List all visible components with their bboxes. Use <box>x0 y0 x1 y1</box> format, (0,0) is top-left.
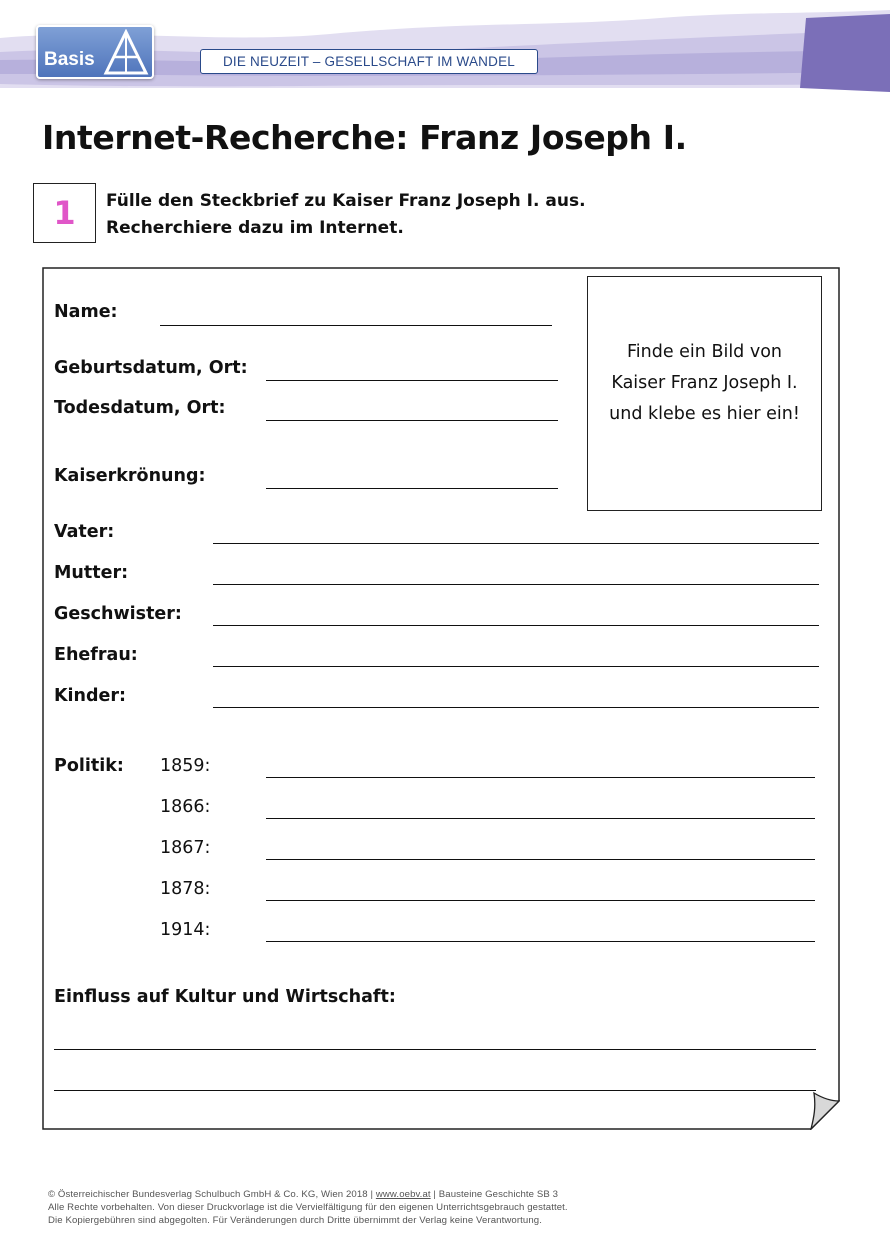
death-label: Todesdatum, Ort: <box>54 398 226 418</box>
coronation-label: Kaiserkrönung: <box>54 466 206 486</box>
photo-placeholder[interactable] <box>587 276 822 511</box>
page-title: Internet-Recherche: Franz Joseph I. <box>42 118 687 157</box>
copyright-footer <box>48 1188 568 1227</box>
publisher-logo <box>36 25 154 79</box>
influence-field-2[interactable] <box>54 1090 816 1091</box>
name-label: Name: <box>54 302 118 322</box>
footer-line: Alle Rechte vorbehalten. Von dieser Druckvorlage ist die Vervielfältigung für den eigenen Unterrichtsgebrauch gestattet. <box>48 1202 568 1213</box>
footer-line: Die Kopiergebühren sind abgegolten. Für Veränderungen durch Dritte übernimmt der Verlag keine Verantwortung. <box>48 1215 542 1226</box>
wife-label: Ehefrau: <box>54 645 138 665</box>
influence-field-1[interactable] <box>54 1049 816 1050</box>
father-field[interactable] <box>213 543 819 544</box>
series-title: DIE NEUZEIT – GESELLSCHAFT IM WANDEL <box>200 49 538 74</box>
children-label: Kinder: <box>54 686 127 706</box>
photo-hint-line: Finde ein Bild von <box>626 342 783 362</box>
name-field[interactable] <box>160 325 552 326</box>
triangle-logo-icon <box>102 29 150 77</box>
politics-year-1914: 1914: <box>160 920 211 940</box>
coronation-field[interactable] <box>266 488 558 489</box>
politics-year-1866: 1866: <box>160 797 211 817</box>
publisher-link[interactable]: www.oebv.at <box>375 1189 431 1200</box>
task-instructions <box>106 188 586 242</box>
photo-hint-line: Kaiser Franz Joseph I. <box>611 373 798 393</box>
politics-year-1878: 1878: <box>160 879 211 899</box>
siblings-field[interactable] <box>213 625 819 626</box>
task-number: 1 <box>33 183 96 243</box>
task-line: Fülle den Steckbrief zu Kaiser Franz Joseph I. aus. <box>106 191 586 211</box>
footer-text: | Bausteine Geschichte SB 3 <box>430 1189 559 1200</box>
mother-label: Mutter: <box>54 563 129 583</box>
influence-label: Einfluss auf Kultur und Wirtschaft: <box>54 987 396 1007</box>
politics-year-1867: 1867: <box>160 838 211 858</box>
mother-field[interactable] <box>213 584 819 585</box>
birth-field[interactable] <box>266 380 558 381</box>
profile-card <box>42 267 840 1130</box>
politics-field-1859[interactable] <box>266 777 815 778</box>
birth-label: Geburtsdatum, Ort: <box>54 358 248 378</box>
task-line: Recherchiere dazu im Internet. <box>106 218 404 238</box>
children-field[interactable] <box>213 707 819 708</box>
photo-hint-line: und klebe es hier ein! <box>609 404 800 424</box>
politics-field-1914[interactable] <box>266 941 815 942</box>
father-label: Vater: <box>54 522 115 542</box>
politics-field-1866[interactable] <box>266 818 815 819</box>
footer-text: © Österreichischer Bundesverlag Schulbuch GmbH & Co. KG, Wien 2018 | <box>48 1189 376 1200</box>
politics-year-1859: 1859: <box>160 756 211 776</box>
politics-label: Politik: <box>54 756 124 776</box>
footer-line <box>48 1188 568 1201</box>
logo-text: Basis <box>44 49 95 70</box>
politics-field-1878[interactable] <box>266 900 815 901</box>
siblings-label: Geschwister: <box>54 604 182 624</box>
header-banner <box>0 0 890 100</box>
death-field[interactable] <box>266 420 558 421</box>
politics-field-1867[interactable] <box>266 859 815 860</box>
wife-field[interactable] <box>213 666 819 667</box>
